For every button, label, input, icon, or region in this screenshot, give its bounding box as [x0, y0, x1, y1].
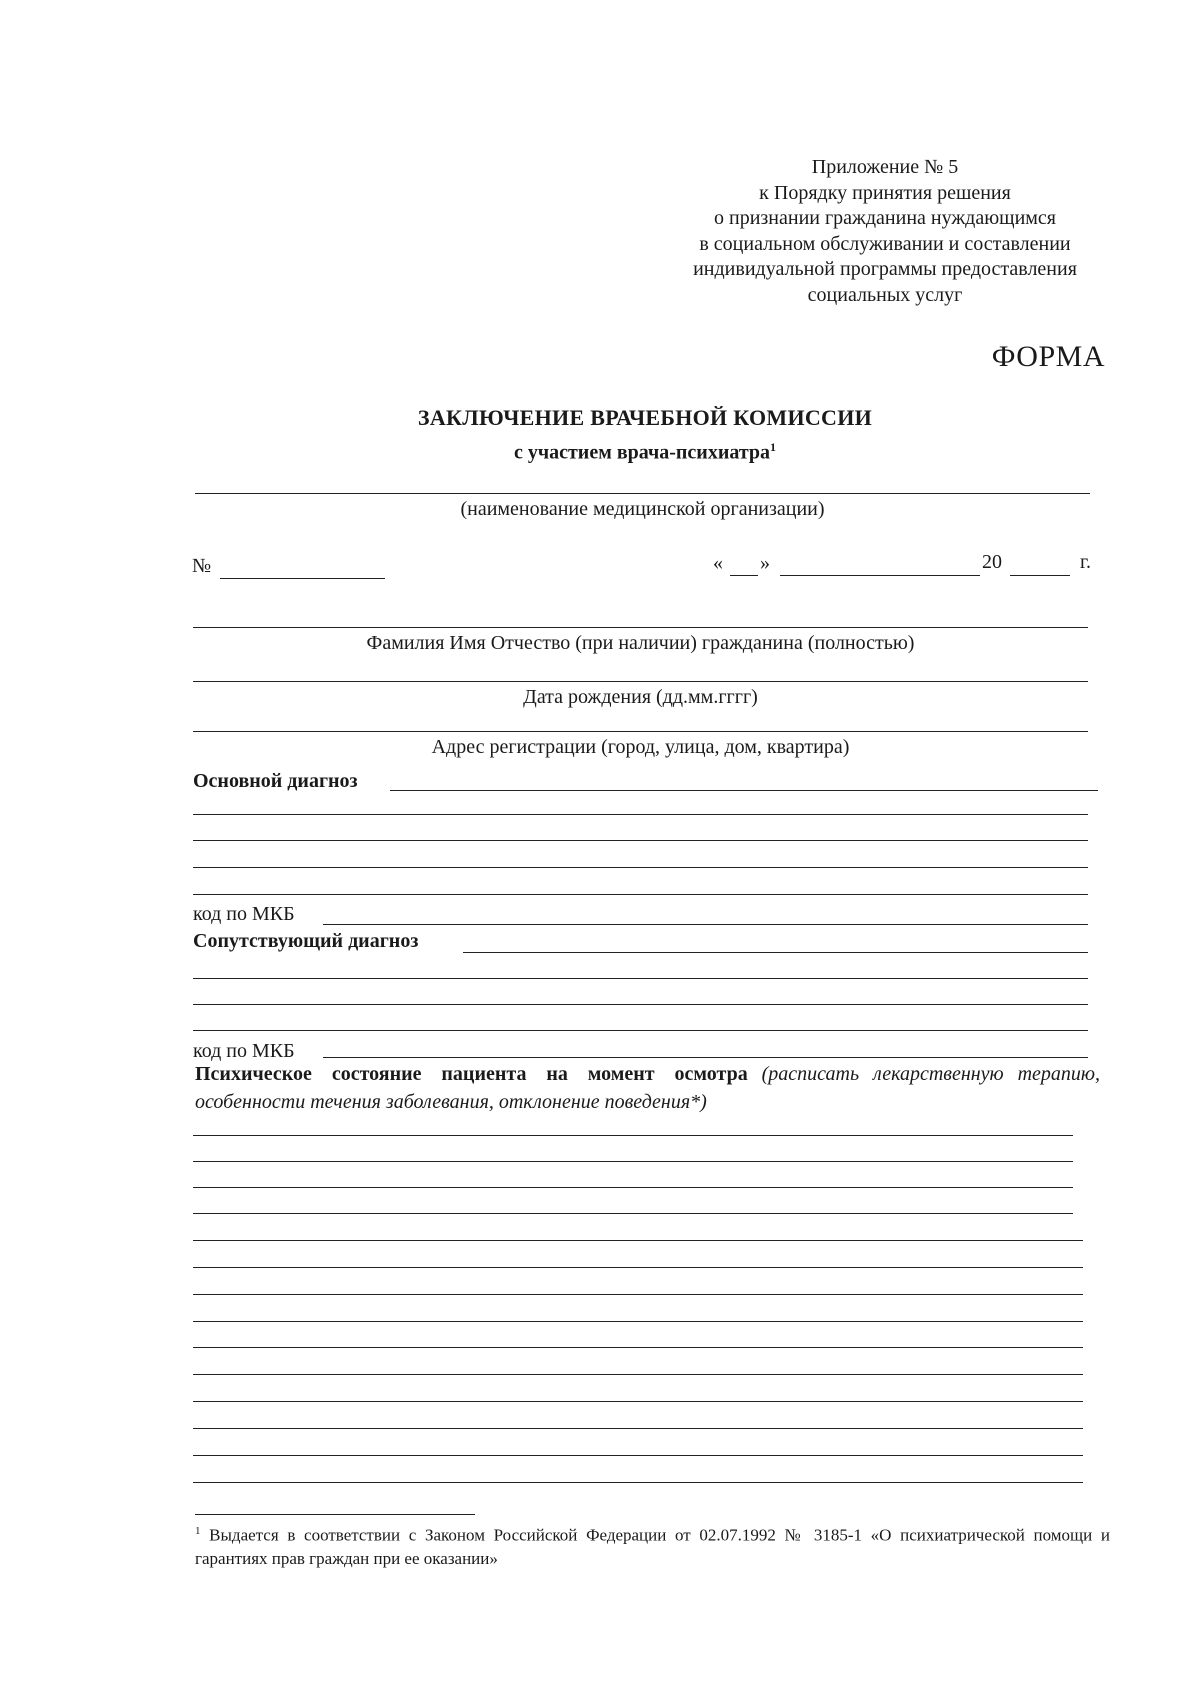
date-month-field[interactable]	[780, 575, 980, 576]
date-year-prefix: 20	[982, 551, 1002, 573]
psych-state-line[interactable]	[193, 1455, 1083, 1456]
concomitant-diagnosis-line[interactable]	[193, 978, 1088, 979]
psych-state-line[interactable]	[193, 1161, 1073, 1162]
document-title: ЗАКЛЮЧЕНИЕ ВРАЧЕБНОЙ КОМИССИИ	[417, 405, 873, 430]
concomitant-diagnosis-line[interactable]	[193, 1030, 1088, 1031]
date-day-field[interactable]	[730, 575, 758, 576]
number-field[interactable]	[220, 578, 385, 579]
psych-state-line[interactable]	[193, 1267, 1083, 1268]
mkb-code-label: код по МКБ	[193, 1040, 295, 1062]
main-diagnosis-line[interactable]	[193, 840, 1088, 841]
mkb-code-field[interactable]	[323, 1057, 1088, 1058]
document-subtitle	[0, 440, 1200, 465]
psych-state-heading: Психическое состояние пациента на момент осмотра	[195, 1063, 748, 1085]
main-diagnosis-line[interactable]	[193, 867, 1088, 868]
footnote-separator	[195, 1514, 475, 1515]
annex-line: Приложение № 5	[811, 156, 959, 178]
birth-date-field[interactable]	[193, 681, 1088, 682]
psych-state-line[interactable]	[193, 1482, 1083, 1483]
psych-state-line[interactable]	[193, 1321, 1083, 1322]
fio-field[interactable]	[193, 627, 1088, 628]
main-diagnosis-line[interactable]	[193, 814, 1088, 815]
main-diagnosis-line[interactable]	[193, 894, 1088, 895]
annex-line: к Порядку принятия решения	[759, 181, 1011, 204]
psych-state-line[interactable]	[193, 1213, 1073, 1214]
address-field[interactable]	[193, 731, 1088, 732]
main-diagnosis-label: Основной диагноз	[193, 770, 358, 792]
psych-state-line[interactable]	[193, 1240, 1083, 1241]
footnote-ref: 1	[770, 440, 777, 454]
birth-date-caption: Дата рождения (дд.мм.гггг)	[523, 686, 758, 708]
main-diagnosis-field[interactable]	[390, 790, 1098, 791]
mkb-code-field[interactable]	[323, 924, 1088, 925]
address-caption: Адрес регистрации (город, улица, дом, квартира)	[431, 736, 850, 758]
annex-line: о признании гражданина нуждающимся	[713, 207, 1057, 229]
psych-state-block	[195, 1060, 1100, 1116]
org-name-caption: (наименование медицинской организации)	[460, 498, 825, 520]
footnote-text: Выдается в соответствии с Законом Российской Федерации от 02.07.1992 № 3185-1 «О психиатрической помощи и гарантиях прав граждан при ее оказании»	[195, 1525, 1110, 1568]
concomitant-diagnosis-label: Сопутствующий диагноз	[193, 930, 419, 952]
form-label: ФОРМА	[991, 340, 1105, 373]
psych-state-line[interactable]	[193, 1347, 1083, 1348]
concomitant-diagnosis-line[interactable]	[193, 1004, 1088, 1005]
date-year-suffix: г.	[1080, 551, 1091, 573]
date-year-field[interactable]	[1010, 575, 1070, 576]
psych-state-line[interactable]	[193, 1428, 1083, 1429]
date-close-quote: »	[760, 552, 770, 574]
annex-line: в социальном обслуживании и составлении	[699, 232, 1071, 255]
concomitant-diagnosis-field[interactable]	[463, 952, 1088, 953]
psych-state-line[interactable]	[193, 1135, 1073, 1136]
psych-state-line[interactable]	[193, 1294, 1083, 1295]
subtitle-text: с участием врача-психиатра	[513, 441, 771, 464]
psych-state-note: (расписать лекарственную терапию, особенности течения заболевания, отклонение поведения*)	[195, 1063, 1100, 1113]
org-name-field[interactable]	[195, 493, 1090, 494]
mkb-code-label: код по МКБ	[193, 903, 295, 925]
annex-line: социальных услуг	[807, 283, 963, 306]
footnote-mark: 1	[195, 1525, 201, 1537]
psych-state-line[interactable]	[193, 1374, 1083, 1375]
number-label: №	[192, 555, 212, 577]
psych-state-line[interactable]	[193, 1187, 1073, 1188]
footnote	[195, 1520, 1110, 1570]
psych-state-line[interactable]	[193, 1401, 1083, 1402]
fio-caption: Фамилия Имя Отчество (при наличии) гражданина (полностью)	[366, 632, 915, 654]
annex-line: индивидуальной программы предоставления	[693, 258, 1077, 280]
annex-header	[660, 155, 1110, 308]
date-open-quote: «	[713, 552, 723, 574]
